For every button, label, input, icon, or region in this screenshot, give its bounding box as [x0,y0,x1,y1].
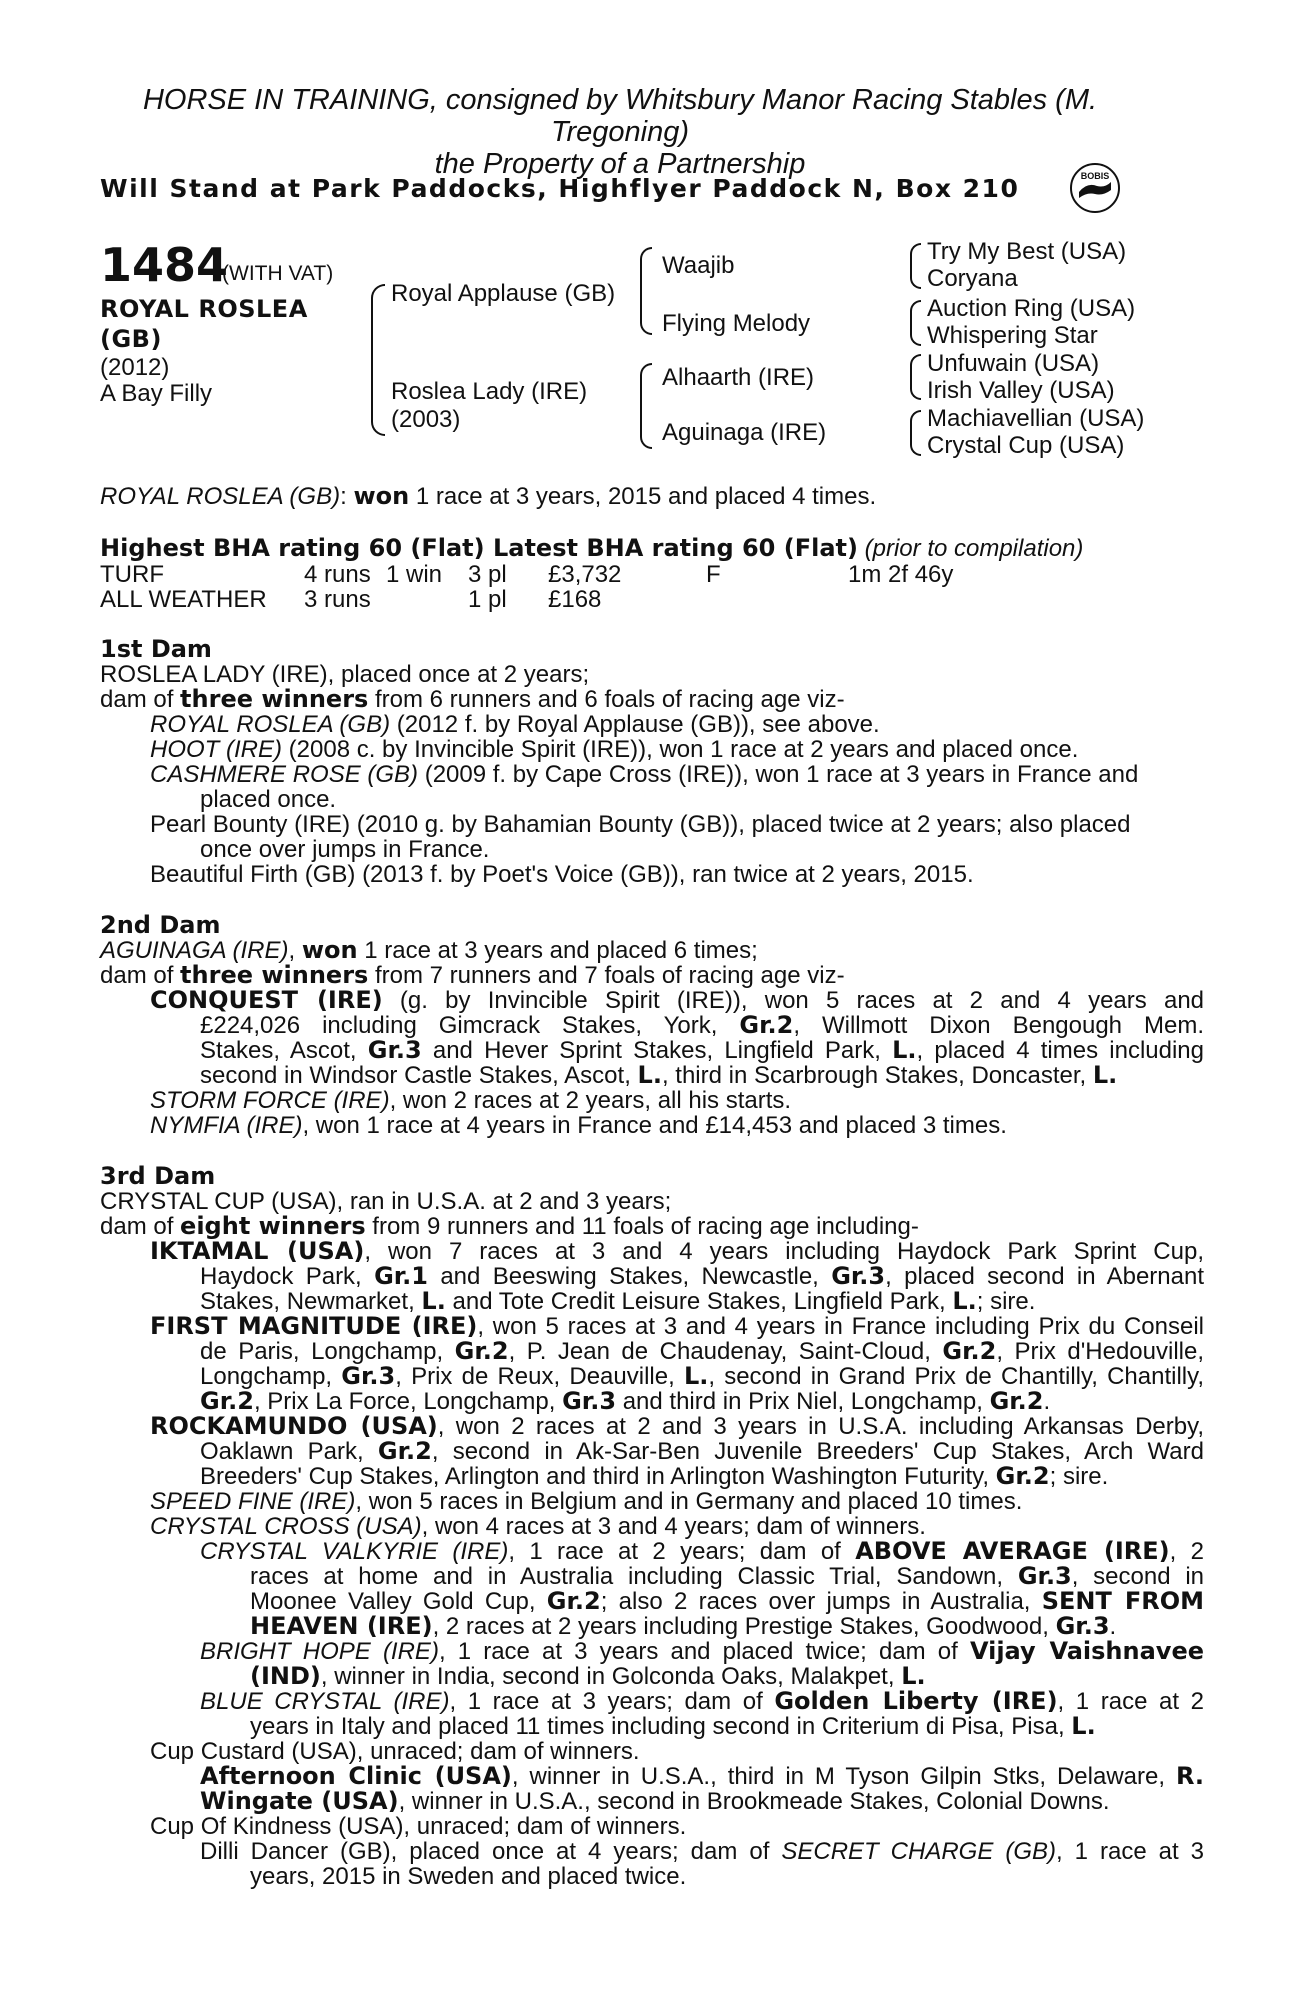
pedigree-great-3: Auction Ring (USA) [927,295,1136,322]
horse-description: A Bay Filly [100,380,213,407]
pedigree-grand-4: Aguinaga (IRE) [662,419,827,446]
produce-crystal-valkyrie: CRYSTAL VALKYRIE (IRE), 1 race at 2 years; dam of ABOVE AVERAGE (IRE), 2 [200,1537,1205,1565]
header-line-2: Tregoning) [550,116,690,148]
produce-bright-hope-2: (IND), winner in India, second in Golconda Oaks, Malakpet, L. [250,1662,926,1690]
pedigree-dam-year: (2003) [391,406,461,433]
pedigree-great-5: Unfuwain (USA) [927,350,1100,377]
produce-rockamundo: ROCKAMUNDO (USA), won 2 races at 2 and 3 years in U.S.A. including Arkansas Derby, [150,1412,1204,1440]
produce-cashmere-rose: CASHMERE ROSE (GB) (2009 f. by Cape Cross (IRE)), won 1 race at 3 years in France and [150,761,1139,788]
bobis-logo [1067,160,1123,216]
produce-beautiful-firth: Beautiful Firth (GB) (2013 f. by Poet's Voice (GB)), ran twice at 2 years, 2015. [150,861,974,888]
pedigree-bracket-dam [640,363,652,449]
pedigree-bracket-g1 [910,243,921,289]
produce-storm-force: STORM FORCE (IRE), won 2 races at 2 years, all his starts. [150,1087,792,1114]
produce-conquest: CONQUEST (IRE) (g. by Invincible Spirit (IRE)), won 5 races at 2 and 4 years and [150,986,1205,1014]
produce-nymfia: NYMFIA (IRE), won 1 race at 4 years in France and £14,453 and placed 3 times. [150,1112,1007,1139]
pedigree-bracket-g4 [910,410,921,456]
third-dam-heading: 3rd Dam [100,1162,216,1190]
bha-rating: Highest BHA rating 60 (Flat) Latest BHA rating 60 (Flat) (prior to compilation) [100,534,1084,562]
produce-crystal-valkyrie-4: HEAVEN (IRE), 2 races at 2 years including Prestige Stakes, Goodwood, Gr.3. [250,1612,1117,1640]
produce-pearl-bounty: Pearl Bounty (IRE) (2010 g. by Bahamian Bounty (GB)), placed twice at 2 years; also placed [150,811,1131,838]
pedigree-bracket-g2 [910,300,921,346]
lot-number: 1484 [100,238,229,292]
produce-rockamundo-3: Breeders' Cup Stakes, Arlington and third in Arlington Washington Futurity, Gr.2; sire. [200,1462,1109,1490]
second-dam-produce: dam of three winners from 7 runners and 7 foals of racing age viz- [100,961,845,989]
second-dam-line: AGUINAGA (IRE), won 1 race at 3 years and placed 6 times; [100,936,758,964]
pedigree-great-1: Try My Best (USA) [927,238,1127,265]
pedigree-grand-1: Waajib [662,252,735,279]
produce-first-magnitude-2: de Paris, Longchamp, Gr.2, P. Jean de Chaudenay, Saint-Cloud, Gr.2, Prix d'Hedouville, [200,1337,1205,1365]
produce-bright-hope: BRIGHT HOPE (IRE), 1 race at 3 years and placed twice; dam of Vijay Vaishnavee [200,1637,1204,1665]
produce-speed-fine: SPEED FINE (IRE), won 5 races in Belgium and in Germany and placed 10 times. [150,1488,1023,1515]
svg-text:BOBIS: BOBIS [1080,171,1110,181]
produce-iktamal-3: Stakes, Newmarket, L. and Tote Credit Leisure Stakes, Lingfield Park, L.; sire. [200,1287,1036,1315]
pedigree-dam: Roslea Lady (IRE) [391,378,588,405]
produce-cup-custard: Cup Custard (USA), unraced; dam of winners. [150,1738,640,1765]
pedigree-grand-3: Alhaarth (IRE) [662,364,815,391]
produce-crystal-valkyrie-2: races at home and in Australia including Classic Trial, Sandown, Gr.3, second in [250,1562,1204,1590]
pedigree-great-8: Crystal Cup (USA) [927,432,1125,459]
produce-conquest-2: £224,026 including Gimcrack Stakes, York, Gr.2, Willmott Dixon Bengough Mem. [200,1011,1204,1039]
pedigree-great-7: Machiavellian (USA) [927,405,1145,432]
produce-crystal-cross: CRYSTAL CROSS (USA), won 4 races at 3 and 4 years; dam of winners. [150,1513,926,1540]
header-line-1: HORSE IN TRAINING, consigned by Whitsbury Manor Racing Stables (M. [142,84,1098,116]
produce-blue-crystal-2: years in Italy and placed 11 times including second in Criterium di Pisa, Pisa, L. [250,1712,1096,1740]
pedigree-sire: Royal Applause (GB) [391,280,616,307]
pedigree-bracket-main [371,284,385,436]
produce-wingate: Wingate (USA), winner in U.S.A., second in Brookmeade Stakes, Colonial Downs. [200,1787,1110,1815]
pedigree-great-4: Whispering Star [927,322,1098,349]
produce-dilli-dancer: Dilli Dancer (GB), placed once at 4 years; dam of SECRET CHARGE (GB), 1 race at 3 [200,1838,1204,1865]
second-dam-heading: 2nd Dam [100,911,221,939]
vat-note: (WITH VAT) [222,262,334,285]
produce-conquest-4: second in Windsor Castle Stakes, Ascot, L., third in Scarbrough Stakes, Doncaster, L. [200,1061,1118,1089]
produce-dilli-dancer-2: years, 2015 in Sweden and placed twice. [250,1863,687,1890]
produce-pearl-bounty-cont: once over jumps in France. [200,836,490,863]
produce-crystal-valkyrie-3: Moonee Valley Gold Cup, Gr.2; also 2 races over jumps in Australia, SENT FROM [250,1587,1204,1615]
produce-royal-roslea: ROYAL ROSLEA (GB) (2012 f. by Royal Applause (GB)), see above. [150,711,880,738]
produce-iktamal: IKTAMAL (USA), won 7 races at 3 and 4 years including Haydock Park Sprint Cup, [150,1237,1205,1265]
produce-first-magnitude-3: Longchamp, Gr.3, Prix de Reux, Deauville, L., second in Grand Prix de Chantilly, Chantilly, [200,1362,1204,1390]
first-dam-line: ROSLEA LADY (IRE), placed once at 2 years; [100,661,590,688]
first-dam-produce: dam of three winners from 6 runners and 6 foals of racing age viz- [100,685,845,713]
pedigree-grand-2: Flying Melody [662,310,811,337]
pedigree-great-2: Coryana [927,265,1018,292]
horse-year: (2012) [100,354,170,381]
produce-first-magnitude: FIRST MAGNITUDE (IRE), won 5 races at 3 and 4 years in France including Prix du Conseil [150,1312,1204,1340]
produce-conquest-3: Stakes, Ascot, Gr.3 and Hever Sprint Stakes, Lingfield Park, L., placed 4 times including [200,1036,1205,1064]
pedigree-great-6: Irish Valley (USA) [927,377,1115,404]
produce-rockamundo-2: Oaklawn Park, Gr.2, second in Ak-Sar-Ben Juvenile Breeders' Cup Stakes, Arch Ward [200,1437,1204,1465]
produce-blue-crystal: BLUE CRYSTAL (IRE), 1 race at 3 years; dam of Golden Liberty (IRE), 1 race at 2 [200,1687,1204,1715]
header-line-3: the Property of a Partnership [434,148,806,180]
produce-cup-of-kindness: Cup Of Kindness (USA), unraced; dam of winners. [150,1813,687,1840]
produce-cashmere-rose-cont: placed once. [200,786,337,813]
pedigree-bracket-sire [640,247,652,335]
stand-location: Will Stand at Park Paddocks, Highflyer Paddock N, Box 210 [100,174,1020,203]
first-dam-heading: 1st Dam [100,635,212,663]
produce-iktamal-2: Haydock Park, Gr.1 and Beeswing Stakes, Newcastle, Gr.3, placed second in Abernant [200,1262,1204,1290]
produce-afternoon-clinic: Afternoon Clinic (USA), winner in U.S.A., third in M Tyson Gilpin Stks, Delaware, R. [200,1762,1204,1790]
horse-name: ROYAL ROSLEA [100,295,308,323]
third-dam-produce: dam of eight winners from 9 runners and 11 foals of racing age including- [100,1212,919,1240]
pedigree-bracket-g3 [910,354,921,400]
race-summary: ROYAL ROSLEA (GB): won 1 race at 3 years, 2015 and placed 4 times. [100,482,877,510]
produce-first-magnitude-4: Gr.2, Prix La Force, Longchamp, Gr.3 and third in Prix Niel, Longchamp, Gr.2. [200,1387,1051,1415]
horse-name-country: (GB) [100,325,162,353]
produce-hoot: HOOT (IRE) (2008 c. by Invincible Spirit (IRE)), won 1 race at 2 years and placed once. [150,736,1079,763]
third-dam-line: CRYSTAL CUP (USA), ran in U.S.A. at 2 and 3 years; [100,1188,672,1215]
